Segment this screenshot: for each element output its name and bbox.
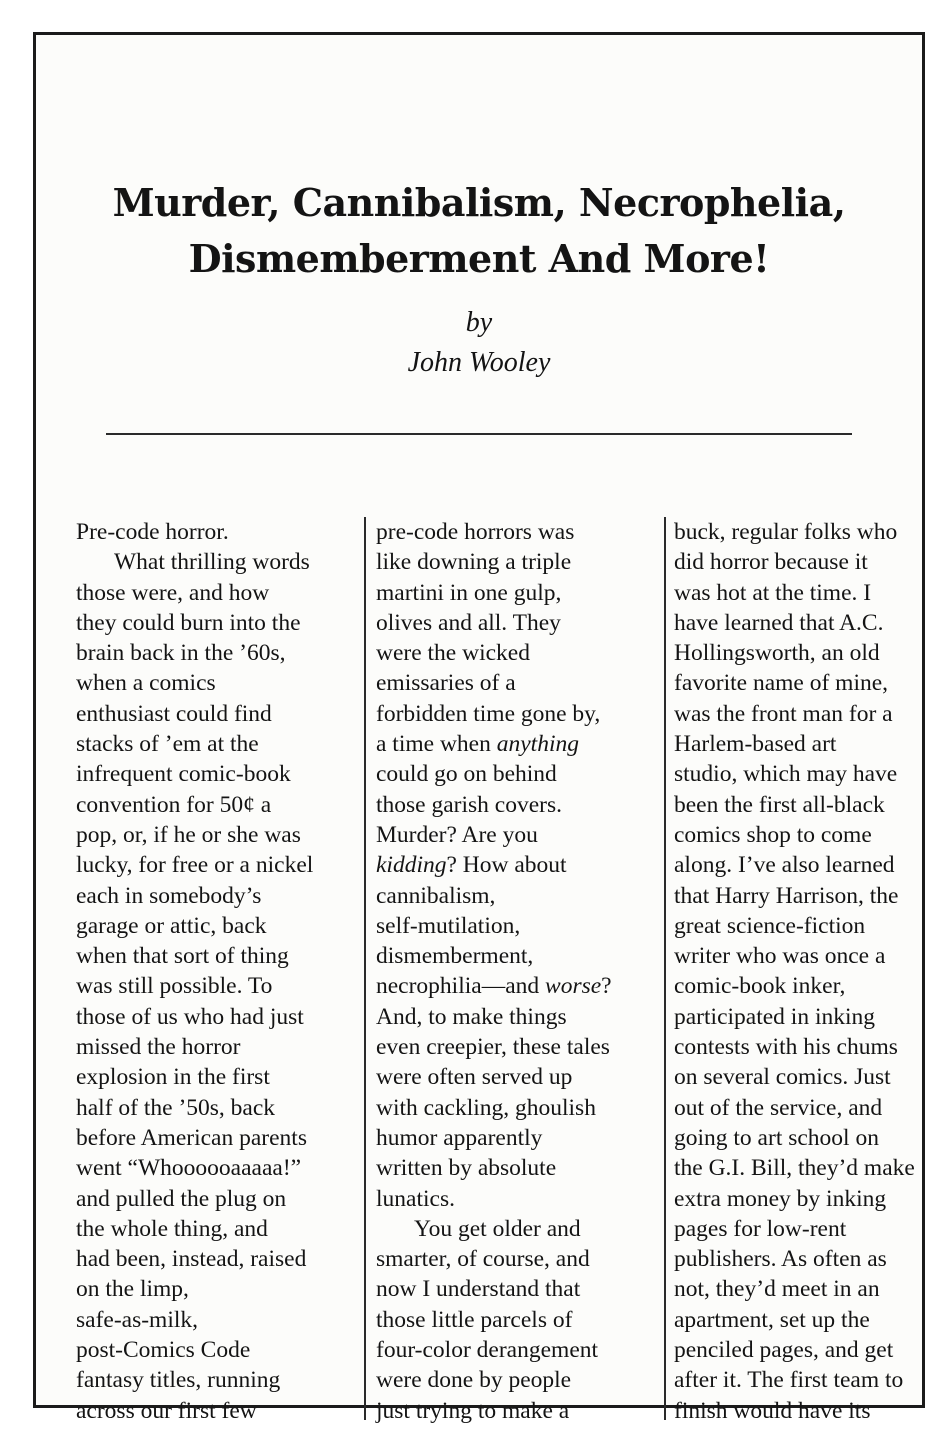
- column-3-line: on several comics. Just: [674, 1064, 891, 1091]
- column-2-line: four-color derangement: [376, 1337, 599, 1364]
- column-1-line: convention for 50¢ a: [76, 791, 272, 818]
- column-1-line: infrequent comic-book: [76, 761, 291, 788]
- column-1-line: was still possible. To: [76, 973, 273, 1000]
- column-3-line: after it. The first team to: [674, 1367, 904, 1394]
- column-1-line: explosion in the first: [76, 1064, 270, 1091]
- column-2-line: written by absolute: [376, 1155, 557, 1182]
- column-3-line: going to art school on: [674, 1124, 879, 1151]
- column-3-line: Harlem-based art: [674, 731, 837, 758]
- column-2-line: were the wicked: [376, 640, 530, 667]
- column-1-line: fantasy titles, running: [76, 1367, 281, 1394]
- column-2-line: could go on behind: [376, 761, 557, 788]
- column-2-line: forbidden time gone by,: [376, 700, 601, 727]
- column-2-line: now I understand that: [376, 1276, 581, 1303]
- column-3-line: was the front man for a: [674, 700, 893, 727]
- column-1-line: brain back in the ’60s,: [76, 640, 286, 667]
- column-3-line: been the first all-black: [674, 791, 885, 818]
- column-2-line: were done by people: [376, 1367, 572, 1394]
- column-3-line: studio, which may have: [674, 761, 898, 788]
- column-2-line: lunatics.: [376, 1185, 455, 1212]
- column-3-line: was hot at the time. I: [674, 579, 872, 606]
- column-3-line: did horror because it: [674, 549, 868, 576]
- title-line-1: Murder, Cannibalism, Necrophelia,: [112, 180, 846, 225]
- column-1-line: stacks of ’em at the: [76, 731, 259, 758]
- article-title: [36, 175, 922, 287]
- column-2-line: self-mutilation,: [376, 912, 521, 939]
- column-3-line: publishers. As often as: [674, 1246, 887, 1273]
- column-divider-2: [664, 517, 666, 1420]
- column-3-line: out of the service, and: [674, 1094, 883, 1121]
- column-3-line: writer who was once a: [674, 943, 886, 970]
- column-1-line: garage or attic, back: [76, 912, 267, 939]
- column-1-line: missed the horror: [76, 1034, 241, 1061]
- column-1-line: those of us who had just: [76, 1003, 304, 1030]
- column-3-line: along. I’ve also learned: [674, 852, 895, 879]
- column-3-line: Hollingsworth, an old: [674, 640, 880, 667]
- column-2-line: pre-code horrors was: [376, 519, 575, 545]
- text-column-1: [76, 517, 356, 1425]
- column-3-line: not, they’d meet in an: [674, 1276, 880, 1303]
- column-3-line: participated in inking: [674, 1003, 876, 1030]
- column-2-line: martini in one gulp,: [376, 579, 562, 606]
- column-2-line: cannibalism,: [376, 882, 496, 909]
- column-1-line: they could burn into the: [76, 609, 301, 636]
- column-2-line: just trying to make a: [376, 1397, 570, 1424]
- column-2-line: [376, 850, 658, 880]
- column-1-line: What thrilling words: [114, 549, 310, 576]
- column-1-line: when that sort of thing: [76, 943, 289, 970]
- column-2-line: with cackling, ghoulish: [376, 1094, 596, 1121]
- line-text: a time when: [376, 731, 497, 758]
- column-divider-1: [364, 517, 366, 1420]
- column-1-line: when a comics: [76, 670, 216, 697]
- column-1-line: enthusiast could find: [76, 700, 272, 727]
- column-1-line: before American parents: [76, 1124, 307, 1151]
- column-2-line: You get older and: [414, 1215, 581, 1242]
- column-2-line: were often served up: [376, 1064, 573, 1091]
- column-2-line: [376, 971, 658, 1001]
- column-2-line: [376, 729, 658, 759]
- column-2-line: Murder? Are you: [376, 821, 538, 848]
- column-1-line: those were, and how: [76, 579, 270, 606]
- column-1-line: went “Whoooooaaaaa!”: [76, 1155, 302, 1182]
- column-1-line: had been, instead, raised: [76, 1246, 307, 1273]
- column-1-line: lucky, for free or a nickel: [76, 852, 314, 879]
- column-2-line: smarter, of course, and: [376, 1246, 590, 1273]
- column-2-line: And, to make things: [376, 1003, 567, 1030]
- column-3-line: favorite name of mine,: [674, 670, 889, 697]
- column-3-line: pages for low-rent: [674, 1215, 847, 1242]
- column-2-line: dismemberment,: [376, 943, 534, 970]
- column-2-line: humor apparently: [376, 1124, 543, 1151]
- column-3-line: comics shop to come: [674, 821, 872, 848]
- column-1-line: post-Comics Code: [76, 1337, 251, 1364]
- column-2-line: even creepier, these tales: [376, 1034, 610, 1061]
- column-3-line: finish would have its: [674, 1397, 871, 1424]
- column-3-line: extra money by inking: [674, 1185, 887, 1212]
- byline: [36, 303, 922, 383]
- by-label: by: [465, 307, 493, 338]
- column-1-line: the whole thing, and: [76, 1215, 268, 1242]
- column-1-line: across our first few: [76, 1397, 257, 1424]
- title-rule: [106, 433, 852, 435]
- column-1-line: on the limp,: [76, 1276, 189, 1303]
- emphasis-text: anything: [496, 731, 579, 758]
- column-1-line: pop, or, if he or she was: [76, 821, 301, 848]
- text-column-2: [376, 517, 658, 1425]
- title-line-2: Dismemberment And More!: [188, 236, 770, 281]
- column-1-line: and pulled the plug on: [76, 1185, 287, 1212]
- column-1-line: Pre-code horror.: [76, 519, 229, 545]
- emphasis-text: worse: [545, 973, 602, 1000]
- line-text: ?: [601, 973, 612, 1000]
- text-column-3: [674, 517, 951, 1425]
- column-1-line: each in somebody’s: [76, 882, 262, 909]
- column-2-line: olives and all. They: [376, 609, 561, 636]
- column-2-line: like downing a triple: [376, 549, 572, 576]
- emphasis-text: kidding: [376, 852, 447, 879]
- page-frame: [33, 32, 925, 1424]
- column-3-line: have learned that A.C.: [674, 609, 884, 636]
- author-name: John Wooley: [407, 347, 551, 378]
- line-text: necrophilia—and: [376, 973, 546, 1000]
- column-3-line: comic-book inker,: [674, 973, 846, 1000]
- column-2-line: those garish covers.: [376, 791, 562, 818]
- column-3-line: apartment, set up the: [674, 1306, 870, 1333]
- column-3-line: that Harry Harrison, the: [674, 882, 899, 909]
- column-1-line: half of the ’50s, back: [76, 1094, 276, 1121]
- line-text: ? How about: [446, 852, 567, 879]
- column-3-line: buck, regular folks who: [674, 519, 898, 545]
- column-3-line: great science-fiction: [674, 912, 866, 939]
- column-2-line: emissaries of a: [376, 670, 516, 697]
- column-2-line: those little parcels of: [376, 1306, 573, 1333]
- column-3-line: contests with his chums: [674, 1034, 898, 1061]
- column-3-line: penciled pages, and get: [674, 1337, 894, 1364]
- column-1-line: safe-as-milk,: [76, 1306, 199, 1333]
- column-3-line: the G.I. Bill, they’d make: [674, 1155, 915, 1182]
